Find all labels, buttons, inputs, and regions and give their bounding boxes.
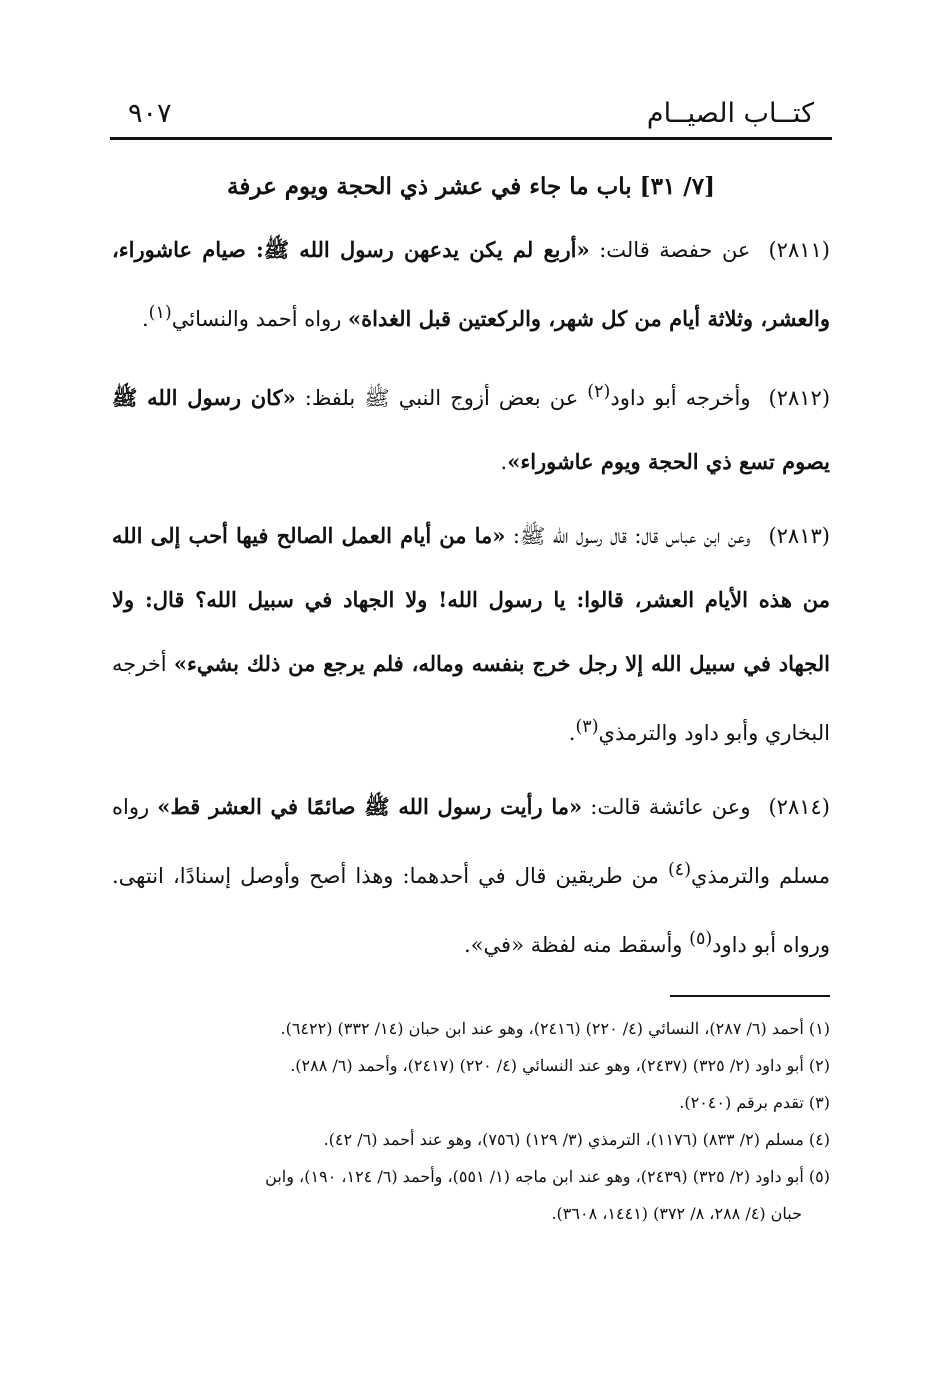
- hadith-number: (٢٨١١): [768, 238, 830, 262]
- footnote-ref: (١): [148, 303, 172, 323]
- hadith-2814: [112, 775, 830, 977]
- footnote-1: (١) أحمد (٦/ ٢٨٧)، النسائي (٤/ ٢٢٠) (٢٤١٦)، وهو عند ابن حبان (١٤/ ٣٣٢) (٦٤٢٢).: [280, 1019, 830, 1038]
- footnote-separator: [670, 995, 830, 997]
- hadith-source: عن بعض أزوج النبي ﷺ بلفظ:: [295, 386, 588, 410]
- hadith-tail: .: [500, 450, 508, 474]
- footnote-ref: (٣): [575, 717, 599, 737]
- page-header: [110, 96, 832, 136]
- footnote-2: (٢) أبو داود (٢/ ٣٢٥) (٢٤٣٧)، وهو عند النسائي (٤/ ٢٢٠) (٢٤١٧)، وأحمد (٦/ ٢٨٨).: [290, 1056, 830, 1075]
- hadith-intro: وعن ابن عباس قال: قال رسول الله ﷺ:: [505, 524, 751, 548]
- hadith-quote: «كان رسول الله ﷺ يصوم تسع ذي الحجة ويوم عاشوراء»: [112, 385, 830, 474]
- hadith-source: رواه أحمد والنسائي: [171, 307, 349, 331]
- hadith-2813: [112, 504, 830, 765]
- hadith-intro: عن حفصة قالت:: [589, 238, 751, 262]
- hadith-quote: «ما رأيت رسول الله ﷺ صائمًا في العشر قط»: [157, 794, 583, 819]
- hadith-2811: [112, 218, 830, 351]
- hadith-intro: وأخرجه أبو داود: [610, 386, 751, 410]
- hadith-2812: [112, 361, 830, 494]
- page-number: ٩٠٧: [128, 98, 172, 129]
- hadith-number: (٢٨١٣): [768, 524, 830, 548]
- hadith-quote: «أربع لم يكن يدعهن رسول الله ﷺ: صيام عاشوراء، والعشر، وثلاثة أيام من كل شهر، والركعتين قبل الغداة»: [112, 237, 830, 331]
- hadith-source: رواه مسلم والترمذي: [112, 795, 831, 888]
- chapter-title: [٧/ ٣١] باب ما جاء في عشر ذي الحجة ويوم عرفة: [227, 173, 715, 200]
- hadith-tail: .: [141, 307, 149, 331]
- running-title: كتــاب الصيــام: [646, 98, 814, 129]
- footnote-4: (٤) مسلم (٢/ ٨٣٣) (١١٧٦)، الترمذي (٣/ ١٢٩) (٧٥٦)، وهو عند أحمد (٦/ ٤٢).: [323, 1130, 830, 1149]
- footnote-ref: (٥): [689, 929, 713, 949]
- header-rule: [110, 137, 832, 140]
- hadith-tail: وأسقط منه لفظة «في».: [464, 933, 690, 957]
- main-text: [112, 160, 830, 987]
- footnote-5: (٥) أبو داود (٢/ ٣٢٥) (٢٤٣٩)، وهو عند ابن ماجه (١/ ٥٥١)، وأحمد (٦/ ١٢٤، ١٩٠)، وابن: [265, 1167, 830, 1186]
- footnote-ref: (٢): [587, 382, 611, 402]
- hadith-tail: .: [568, 721, 576, 745]
- footnote-ref: (٤): [667, 860, 692, 880]
- hadith-commentary: من طريقين قال في أحدهما: وهذا أصح وأوصل إسنادًا، انتهى. ورواه أبو داود: [112, 864, 830, 957]
- footnote-5-continuation: حبان (٤/ ٢٨٨، ٨/ ٣٧٢) (١٤٤١، ٣٦٠٨).: [551, 1204, 802, 1223]
- hadith-quote: «ما من أيام العمل الصالح فيها أحب إلى الله من هذه الأيام العشر، قالوا: يا رسول الله! ولا الجهاد في سبيل الله؟ قال: ولا الجهاد في سبيل الله إلا رجل خرج بنفسه وماله، فلم يرجع من ذلك بشيء»: [112, 523, 830, 676]
- footnote-3: (٣) تقدم برقم (٢٠٤٠).: [679, 1093, 830, 1112]
- footnotes: [112, 1010, 830, 1232]
- hadith-number: (٢٨١٢): [768, 386, 831, 410]
- hadith-intro: وعن عائشة قالت:: [582, 795, 751, 819]
- hadith-source: أخرجه البخاري وأبو داود والترمذي: [112, 652, 830, 745]
- hadith-number: (٢٨١٤): [768, 795, 830, 819]
